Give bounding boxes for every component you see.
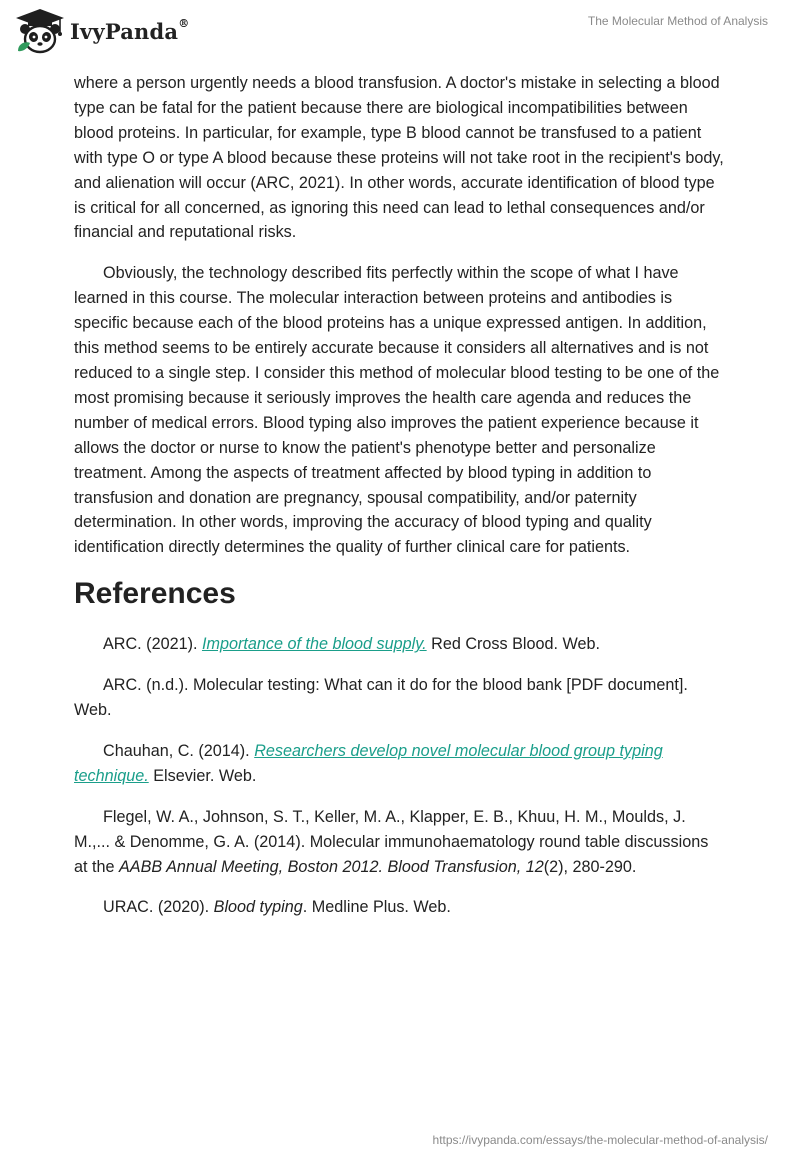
reference-item: Chauhan, C. (2014). Researchers develop novel molecular blood group typing technique. Elsevier. Web. <box>74 741 663 785</box>
source-url: https://ivypanda.com/essays/the-molecular-method-of-analysis/ <box>432 1133 768 1147</box>
body-paragraph: where a person urgently needs a blood transfusion. A doctor's mistake in selecting a blood type can be fatal for the patient because there are biological incompatibilities between blood proteins. In particular, for example, type B blood cannot be transfused to a patient with type O or type A blood because these proteins will not take root in the recipient's body, and alienation will occur (ARC, 2021). In other words, accurate identification of blood type is critical for all concerned, as ignoring this need can lead to lethal consequences and/or financial and reputational risks. <box>74 74 724 242</box>
reference-item: Flegel, W. A., Johnson, S. T., Keller, M. A., Klapper, E. B., Khuu, H. M., Moulds, J. M.,... & Denomme, G. A. (2014). Molecular immunohaematology round table discussions at the AABB Annual Meeting, Boston 2012. Blood Transfusion, 12(2), 280-290. <box>74 807 709 876</box>
panda-graduate-icon <box>14 7 66 55</box>
reference-link[interactable]: Importance of the blood supply. <box>201 635 427 654</box>
brand-name: IvyPanda® <box>70 16 190 44</box>
essay-content <box>74 71 726 936</box>
reference-link[interactable]: Researchers develop novel molecular blood group typing technique. <box>74 741 663 785</box>
document-title: The Molecular Method of Analysis <box>587 14 768 28</box>
references-heading: References <box>74 577 236 611</box>
reference-item: URAC. (2020). Blood typing. Medline Plus. Web. <box>103 898 451 917</box>
ivypanda-logo[interactable] <box>14 7 189 55</box>
body-paragraph: Obviously, the technology described fits perfectly within the scope of what I have learned in this course. The molecular interaction between proteins and antibodies is specific because each of the blood proteins has a unique expressed antigen. In addition, this method seems to be entirely accurate because it considers all alternatives and is not reduced to a single step. I consider this method of molecular blood testing to be one of the most promising because it seriously improves the health care agenda and reduces the number of medical errors. Blood typing also improves the patient experience because it allows the doctor or nurse to know the patient's phenotype better and personalize treatment. Among the aspects of treatment affected by blood typing in addition to transfusion and donation are pregnancy, spousal compatibility, and/or paternity determination. In other words, improving the accuracy of blood typing and quality identification directly determines the quality of further clinical care for patients. <box>74 264 720 557</box>
reference-item: ARC. (n.d.). Molecular testing: What can it do for the blood bank [PDF document]. Web. <box>74 676 688 720</box>
page-header <box>0 0 800 66</box>
reference-item: ARC. (2021). Importance of the blood supply. Red Cross Blood. Web. <box>103 635 600 654</box>
